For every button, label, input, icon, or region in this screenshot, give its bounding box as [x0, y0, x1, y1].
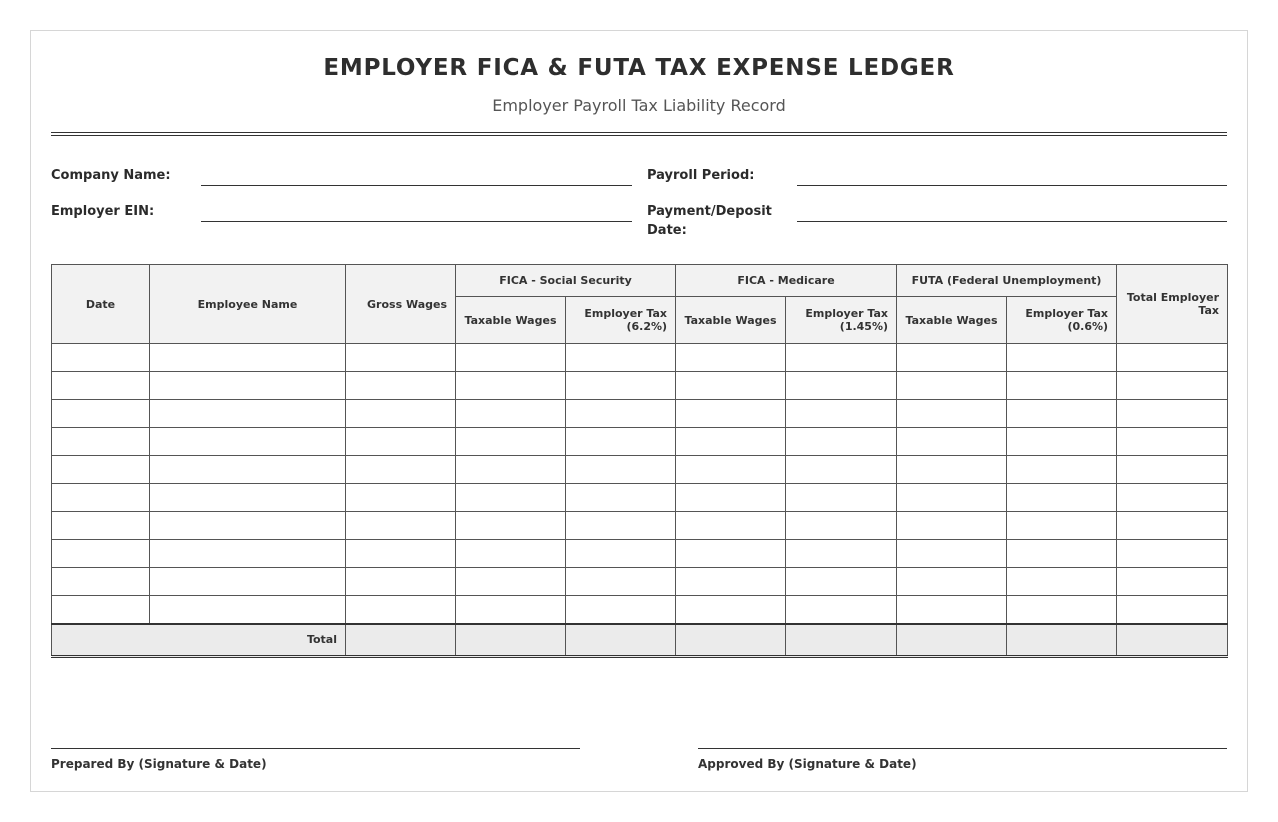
futa-employer-tax-cell[interactable] [1007, 456, 1117, 484]
employee-name-cell[interactable] [150, 428, 346, 456]
employee-name-cell[interactable] [150, 596, 346, 624]
total-employer-tax-cell[interactable] [1117, 456, 1228, 484]
date-cell[interactable] [52, 372, 150, 400]
col-ss-employer-tax-header [566, 297, 676, 344]
ss-tax-line2: (6.2%) [626, 320, 668, 333]
gross-wages-cell[interactable] [346, 372, 456, 400]
group-futa-header: FUTA (Federal Unemployment) [897, 265, 1117, 297]
ss-taxable-wages-cell[interactable] [456, 400, 566, 428]
total-med-tax-cell[interactable] [786, 624, 897, 657]
ss-employer-tax-cell[interactable] [566, 568, 676, 596]
gross-wages-cell[interactable] [346, 512, 456, 540]
futa-taxable-wages-cell[interactable] [897, 456, 1007, 484]
futa-taxable-wages-cell[interactable] [897, 540, 1007, 568]
ss-employer-tax-cell[interactable] [566, 344, 676, 372]
table-row [52, 484, 1228, 512]
date-cell[interactable] [52, 400, 150, 428]
table-row [52, 456, 1228, 484]
ss-tax-line1: Employer Tax [584, 307, 668, 320]
gross-wages-cell[interactable] [346, 400, 456, 428]
prepared-by-signature-line[interactable] [51, 748, 580, 749]
ledger-sheet [30, 30, 1248, 792]
date-cell[interactable] [52, 428, 150, 456]
employer-ein-label: Employer EIN: [51, 204, 155, 219]
futa-taxable-wages-cell[interactable] [897, 484, 1007, 512]
ss-employer-tax-cell[interactable] [566, 456, 676, 484]
futa-taxable-wages-cell[interactable] [897, 428, 1007, 456]
med-tax-line2: (1.45%) [839, 320, 889, 333]
payroll-period-label: Payroll Period: [647, 168, 755, 183]
med-employer-tax-cell[interactable] [786, 540, 897, 568]
date-cell[interactable] [52, 540, 150, 568]
futa-employer-tax-cell[interactable] [1007, 540, 1117, 568]
col-futa-taxable-wages-header: Taxable Wages [897, 297, 1007, 344]
date-cell[interactable] [52, 568, 150, 596]
page-title: EMPLOYER FICA & FUTA TAX EXPENSE LEDGER [323, 55, 955, 81]
futa-employer-tax-cell[interactable] [1007, 596, 1117, 624]
total-label: Total [52, 624, 346, 657]
group-medicare-header: FICA - Medicare [676, 265, 897, 297]
med-taxable-wages-cell[interactable] [676, 512, 786, 540]
total-employer-tax-cell[interactable] [1117, 596, 1228, 624]
total-futa-taxable-cell[interactable] [897, 624, 1007, 657]
ss-employer-tax-cell[interactable] [566, 540, 676, 568]
total-employer-tax-line2: Tax [1198, 304, 1220, 317]
gross-wages-cell[interactable] [346, 540, 456, 568]
total-employer-tax-cell[interactable] [1117, 624, 1228, 657]
col-med-employer-tax-header [786, 297, 897, 344]
ss-taxable-wages-cell[interactable] [456, 596, 566, 624]
total-employer-tax-cell[interactable] [1117, 568, 1228, 596]
med-employer-tax-cell[interactable] [786, 344, 897, 372]
date-cell[interactable] [52, 596, 150, 624]
ss-taxable-wages-cell[interactable] [456, 344, 566, 372]
futa-employer-tax-cell[interactable] [1007, 512, 1117, 540]
ss-employer-tax-cell[interactable] [566, 400, 676, 428]
group-social-security-header: FICA - Social Security [456, 265, 676, 297]
table-row [52, 400, 1228, 428]
payment-deposit-date-label-line2: Date: [647, 223, 687, 238]
employee-name-cell[interactable] [150, 540, 346, 568]
table-row [52, 428, 1228, 456]
futa-taxable-wages-cell[interactable] [897, 512, 1007, 540]
med-employer-tax-cell[interactable] [786, 484, 897, 512]
med-employer-tax-cell[interactable] [786, 372, 897, 400]
med-taxable-wages-cell[interactable] [676, 484, 786, 512]
payroll-period-field[interactable] [797, 185, 1227, 186]
employee-name-cell[interactable] [150, 456, 346, 484]
employee-name-cell[interactable] [150, 568, 346, 596]
med-taxable-wages-cell[interactable] [676, 456, 786, 484]
total-employer-tax-cell[interactable] [1117, 512, 1228, 540]
futa-tax-line1: Employer Tax [1025, 307, 1109, 320]
med-taxable-wages-cell[interactable] [676, 540, 786, 568]
table-row [52, 372, 1228, 400]
approved-by-label: Approved By (Signature & Date) [698, 757, 917, 771]
med-employer-tax-cell[interactable] [786, 568, 897, 596]
med-employer-tax-cell[interactable] [786, 400, 897, 428]
med-taxable-wages-cell[interactable] [676, 372, 786, 400]
total-employer-tax-cell[interactable] [1117, 344, 1228, 372]
table-row [52, 344, 1228, 372]
payment-deposit-date-field[interactable] [797, 221, 1227, 222]
ss-employer-tax-cell[interactable] [566, 428, 676, 456]
col-employee-name-header: Employee Name [150, 265, 346, 344]
futa-employer-tax-cell[interactable] [1007, 484, 1117, 512]
table-row [52, 568, 1228, 596]
col-gross-wages-header: Gross Wages [346, 265, 456, 344]
med-employer-tax-cell[interactable] [786, 512, 897, 540]
futa-taxable-wages-cell[interactable] [897, 400, 1007, 428]
prepared-by-label: Prepared By (Signature & Date) [51, 757, 267, 771]
med-taxable-wages-cell[interactable] [676, 428, 786, 456]
futa-taxable-wages-cell[interactable] [897, 344, 1007, 372]
total-futa-tax-cell[interactable] [1007, 624, 1117, 657]
gross-wages-cell[interactable] [346, 456, 456, 484]
date-cell[interactable] [52, 484, 150, 512]
ss-employer-tax-cell[interactable] [566, 372, 676, 400]
total-employer-tax-cell[interactable] [1117, 372, 1228, 400]
med-employer-tax-cell[interactable] [786, 596, 897, 624]
col-date-header: Date [52, 265, 150, 344]
ss-taxable-wages-cell[interactable] [456, 512, 566, 540]
futa-employer-tax-cell[interactable] [1007, 344, 1117, 372]
gross-wages-cell[interactable] [346, 568, 456, 596]
gross-wages-cell[interactable] [346, 428, 456, 456]
total-employer-tax-cell[interactable] [1117, 484, 1228, 512]
futa-employer-tax-cell[interactable] [1007, 400, 1117, 428]
gross-wages-cell[interactable] [346, 596, 456, 624]
ss-taxable-wages-cell[interactable] [456, 568, 566, 596]
total-employer-tax-cell[interactable] [1117, 428, 1228, 456]
employee-name-cell[interactable] [150, 400, 346, 428]
futa-employer-tax-cell[interactable] [1007, 372, 1117, 400]
payment-deposit-date-label [647, 202, 772, 240]
med-employer-tax-cell[interactable] [786, 456, 897, 484]
futa-tax-line2: (0.6%) [1067, 320, 1109, 333]
ss-taxable-wages-cell[interactable] [456, 484, 566, 512]
gross-wages-cell[interactable] [346, 344, 456, 372]
col-futa-employer-tax-header [1007, 297, 1117, 344]
total-employer-tax-cell[interactable] [1117, 400, 1228, 428]
futa-employer-tax-cell[interactable] [1007, 428, 1117, 456]
page-subtitle: Employer Payroll Tax Liability Record [492, 96, 786, 115]
payment-deposit-date-label-line1: Payment/Deposit [647, 204, 772, 219]
ss-employer-tax-cell[interactable] [566, 596, 676, 624]
date-cell[interactable] [52, 344, 150, 372]
table-row [52, 540, 1228, 568]
ss-taxable-wages-cell[interactable] [456, 540, 566, 568]
employee-name-cell[interactable] [150, 484, 346, 512]
ledger-table [51, 264, 1228, 658]
gross-wages-cell[interactable] [346, 484, 456, 512]
med-taxable-wages-cell[interactable] [676, 568, 786, 596]
company-name-field[interactable] [201, 185, 632, 186]
futa-taxable-wages-cell[interactable] [897, 372, 1007, 400]
med-taxable-wages-cell[interactable] [676, 344, 786, 372]
futa-taxable-wages-cell[interactable] [897, 596, 1007, 624]
total-employer-tax-line1: Total Employer [1126, 291, 1220, 304]
approved-by-signature-line[interactable] [698, 748, 1227, 749]
employee-name-cell[interactable] [150, 372, 346, 400]
col-med-taxable-wages-header: Taxable Wages [676, 297, 786, 344]
med-taxable-wages-cell[interactable] [676, 400, 786, 428]
company-name-label: Company Name: [51, 168, 171, 183]
total-row [52, 624, 1228, 657]
ss-employer-tax-cell[interactable] [566, 484, 676, 512]
total-employer-tax-cell[interactable] [1117, 540, 1228, 568]
med-taxable-wages-cell[interactable] [676, 596, 786, 624]
total-ss-taxable-cell[interactable] [456, 624, 566, 657]
employer-ein-field[interactable] [201, 221, 632, 222]
ss-employer-tax-cell[interactable] [566, 512, 676, 540]
date-cell[interactable] [52, 456, 150, 484]
total-ss-tax-cell[interactable] [566, 624, 676, 657]
ss-taxable-wages-cell[interactable] [456, 456, 566, 484]
title-divider [51, 132, 1227, 136]
ss-taxable-wages-cell[interactable] [456, 372, 566, 400]
employee-name-cell[interactable] [150, 512, 346, 540]
total-gross-wages-cell[interactable] [346, 624, 456, 657]
table-row [52, 596, 1228, 624]
total-med-taxable-cell[interactable] [676, 624, 786, 657]
futa-taxable-wages-cell[interactable] [897, 568, 1007, 596]
date-cell[interactable] [52, 512, 150, 540]
col-ss-taxable-wages-header: Taxable Wages [456, 297, 566, 344]
col-total-employer-tax-header [1117, 265, 1228, 344]
med-tax-line1: Employer Tax [805, 307, 889, 320]
ss-taxable-wages-cell[interactable] [456, 428, 566, 456]
table-row [52, 512, 1228, 540]
futa-employer-tax-cell[interactable] [1007, 568, 1117, 596]
employee-name-cell[interactable] [150, 344, 346, 372]
med-employer-tax-cell[interactable] [786, 428, 897, 456]
